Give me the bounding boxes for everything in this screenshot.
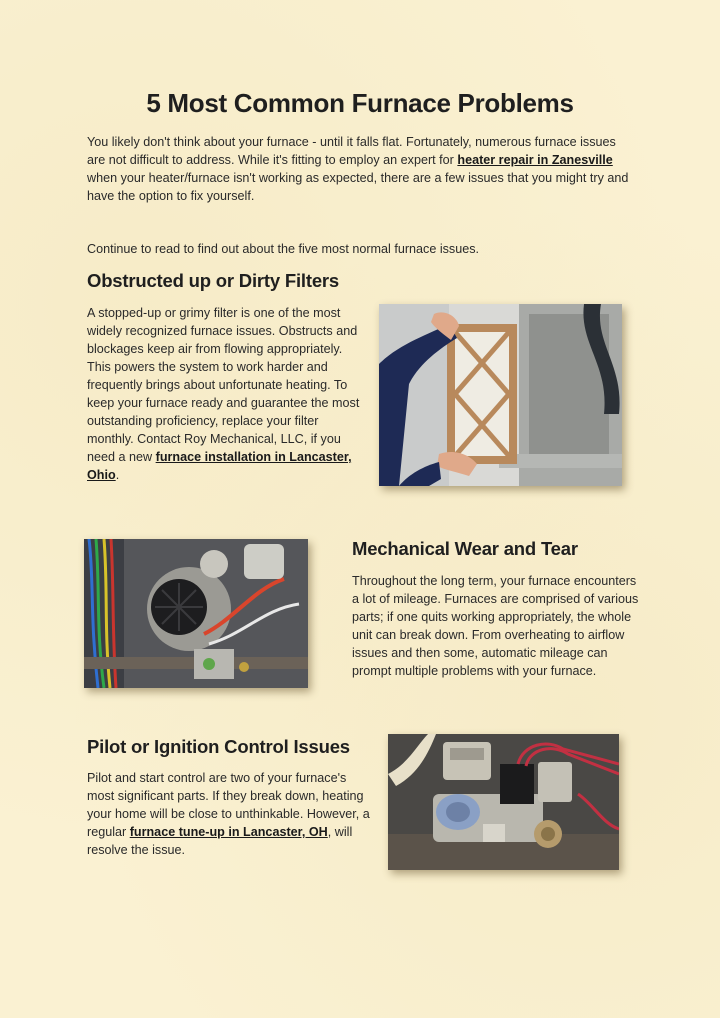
gas-valve-ignition-photo: [388, 734, 619, 870]
intro-text-before: You likely don't think about your furnace - until it falls flat. Fortunately, numerous furnace issues are not difficult to address. While it's fitting to employ an expert for: [87, 135, 616, 167]
filters-text-after: .: [115, 468, 120, 482]
furnace-tune-up-link[interactable]: furnace tune-up in Lancaster, OH: [129, 825, 328, 839]
section-paragraph-wear: Throughout the long term, your furnace encounters a lot of mileage. Furnaces are comprised of various parts; if one quits working appropriately, the whole unit can break down. From overheating to airflow issues and then some, automatic mileage can prompt multiple problems with your furnace.: [352, 574, 639, 678]
page-title: 5 Most Common Furnace Problems: [146, 88, 574, 118]
heater-repair-link[interactable]: heater repair in Zanesville: [457, 153, 613, 167]
section-heading-filters: Obstructed up or Dirty Filters: [87, 270, 340, 291]
furnace-installation-link[interactable]: furnace installation in Lancaster, Ohio: [87, 450, 352, 482]
section-heading-wear: Mechanical Wear and Tear: [352, 538, 578, 559]
filters-text-before: A stopped-up or grimy filter is one of the most widely recognized furnace issues. Obstructs and blockages keep air from flowing appropriately. This powers the system to work harder and frequently brings about unfortunate heating. To keep your furnace ready and guarantee the most outstanding proficiency, replace your filter monthly. Contact Roy Mechanical, LLC, if you need a new: [87, 306, 360, 464]
pilot-text-after: , will resolve the issue.: [87, 825, 353, 857]
continue-paragraph: Continue to read to find out about the five most normal furnace issues.: [87, 242, 480, 256]
furnace-motor-wiring-photo: [84, 539, 308, 688]
section-paragraph-pilot: [87, 769, 372, 859]
intro-paragraph: [87, 133, 632, 205]
intro-text-after: when your heater/furnace isn't working as expected, there are a few issues that you might try and have the option to fix yourself.: [87, 171, 629, 203]
section-heading-pilot: Pilot or Ignition Control Issues: [87, 736, 350, 757]
pilot-text-before: Pilot and start control are two of your furnace's most significant parts. If they break down, heating your home will be close to unthinkable. However, a regular: [87, 771, 370, 839]
section-paragraph-filters: [87, 304, 362, 484]
furnace-filter-photo: [379, 304, 622, 486]
